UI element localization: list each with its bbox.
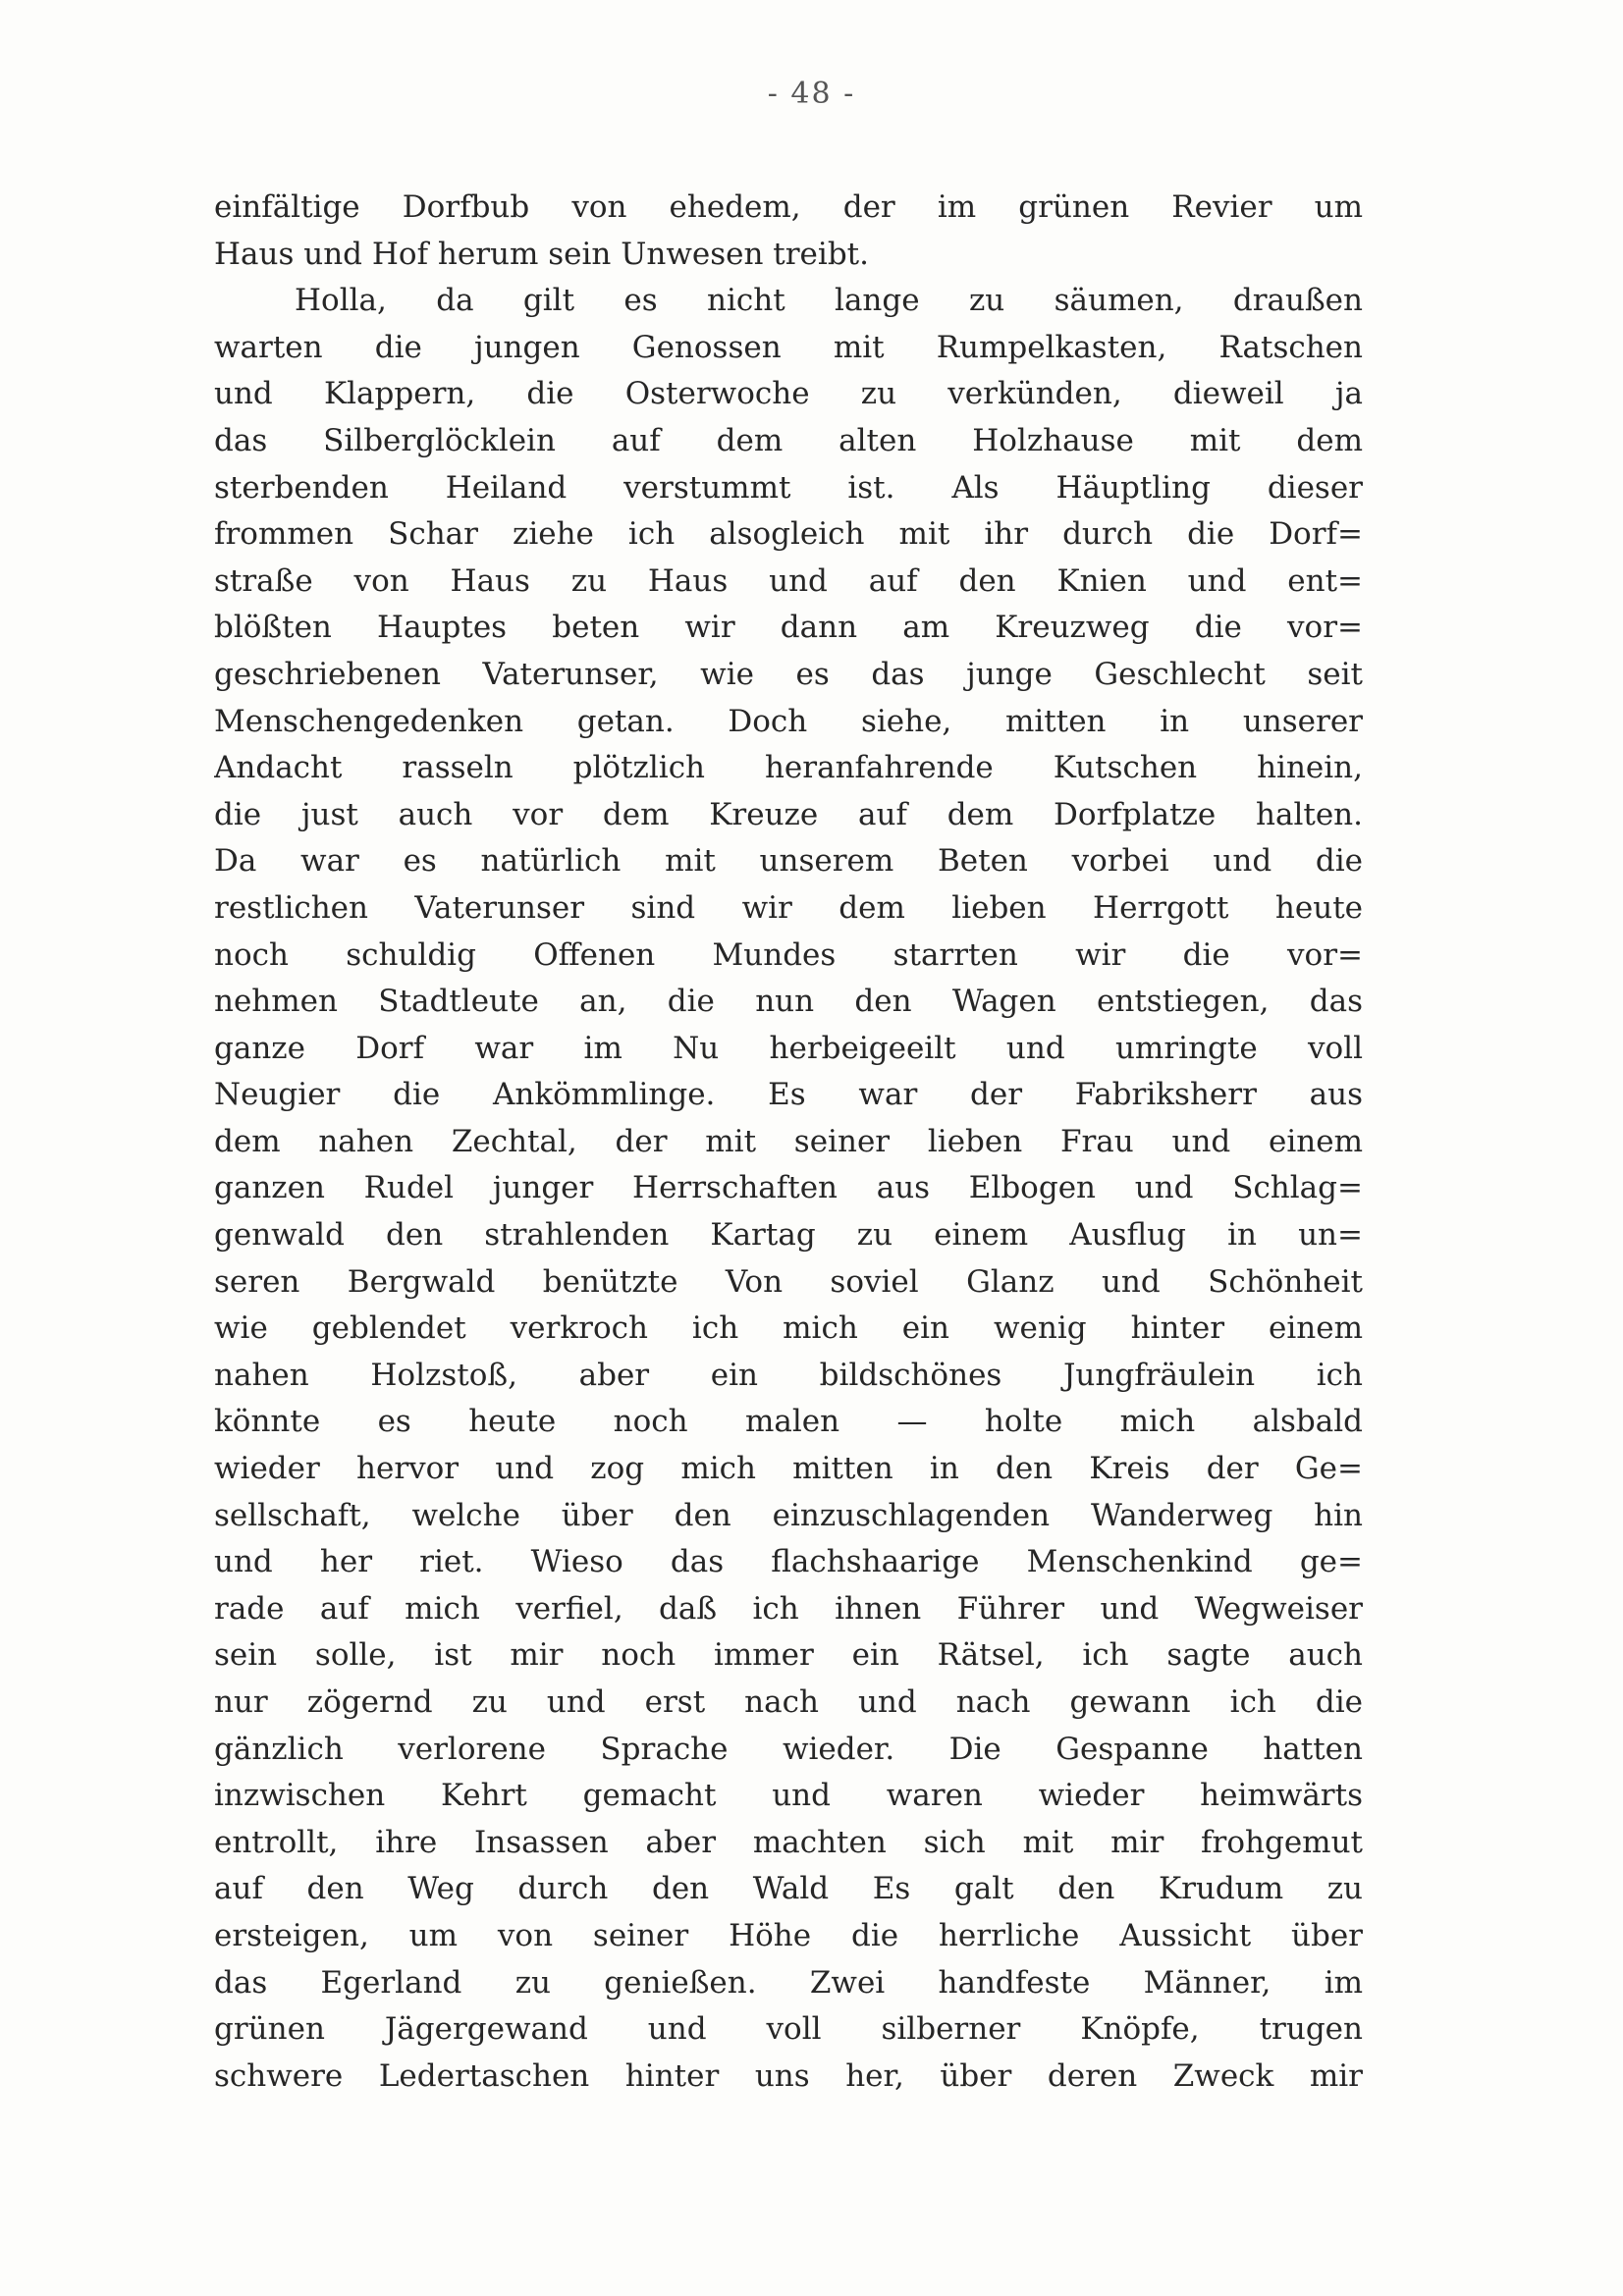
text-line: sterbenden Heiland verstummt ist. Als Häuptling dieser: [214, 469, 1363, 506]
text-line: Da war es natürlich mit unserem Beten vorbei und die: [214, 843, 1363, 880]
text-line: gänzlich verlorene Sprache wieder. Die Gespanne hatten: [214, 1731, 1363, 1767]
text-line: schwere Ledertaschen hinter uns her, über deren Zweck mir: [214, 2057, 1363, 2094]
text-line: nahen Holzstoß, aber ein bildschönes Jungfräulein ich: [214, 1357, 1363, 1393]
text-line: Andacht rasseln plötzlich heranfahrende Kutschen hinein,: [214, 750, 1363, 786]
text-line: ganzen Rudel junger Herrschaften aus Elbogen und Schlag=: [214, 1170, 1363, 1206]
text-line: inzwischen Kehrt gemacht und waren wieder heimwärts: [214, 1778, 1363, 1814]
text-line: das Egerland zu genießen. Zwei handfeste Männer, im: [214, 1964, 1363, 2001]
text-line: blößten Hauptes beten wir dann am Kreuzweg die vor=: [214, 610, 1363, 646]
text-line: wie geblendet verkroch ich mich ein wenig hinter einem: [214, 1310, 1363, 1347]
page-number: - 48 -: [767, 77, 856, 111]
text-line: seren Bergwald benützte Von soviel Glanz und Schönheit: [214, 1263, 1363, 1300]
text-line: ersteigen, um von seiner Höhe die herrliche Aussicht über: [214, 1917, 1363, 1953]
text-line: einfältige Dorfbub von ehedem, der im grünen Revier um: [214, 189, 1363, 225]
text-line: restlichen Vaterunser sind wir dem lieben Herrgott heute: [214, 889, 1363, 926]
text-line: und her riet. Wieso das flachshaarige Menschenkind ge=: [214, 1544, 1363, 1580]
text-line: Holla, da gilt es nicht lange zu säumen, draußen: [295, 283, 1363, 319]
text-line: sellschaft, welche über den einzuschlagenden Wanderweg hin: [214, 1497, 1363, 1533]
text-line: rade auf mich verfiel, daß ich ihnen Führer und Wegweiser: [214, 1590, 1363, 1627]
text-line: auf den Weg durch den Wald Es galt den Krudum zu: [214, 1871, 1363, 1907]
text-line: das Silberglöcklein auf dem alten Holzhause mit dem: [214, 422, 1363, 458]
text-line: entrollt, ihre Insassen aber machten sich mit mir frohgemut: [214, 1824, 1363, 1860]
text-line: ganze Dorf war im Nu herbeigeeilt und umringte voll: [214, 1030, 1363, 1066]
text-line: geschriebenen Vaterunser, wie es das junge Geschlecht seit: [214, 656, 1363, 692]
text-line: dem nahen Zechtal, der mit seiner lieben Frau und einem: [214, 1123, 1363, 1159]
text-line: die just auch vor dem Kreuze auf dem Dorfplatze halten.: [214, 796, 1363, 832]
text-line: straße von Haus zu Haus und auf den Knien und ent=: [214, 562, 1363, 599]
text-line: Menschengedenken getan. Doch siehe, mitten in unserer: [214, 703, 1363, 739]
text-line: grünen Jägergewand und voll silberner Knöpfe, trugen: [214, 2011, 1363, 2048]
text-line: wieder hervor und zog mich mitten in den Kreis der Ge=: [214, 1451, 1363, 1487]
text-line: sein solle, ist mir noch immer ein Rätsel, ich sagte auch: [214, 1637, 1363, 1674]
text-line: nehmen Stadtleute an, die nun den Wagen entstiegen, das: [214, 984, 1363, 1020]
text-line: Neugier die Ankömmlinge. Es war der Fabriksherr aus: [214, 1077, 1363, 1113]
text-line: frommen Schar ziehe ich alsogleich mit ihr durch die Dorf=: [214, 516, 1363, 553]
text-line: könnte es heute noch malen — holte mich alsbald: [214, 1404, 1363, 1440]
text-line: genwald den strahlenden Kartag zu einem Ausflug in un=: [214, 1217, 1363, 1254]
text-line: Haus und Hof herum sein Unwesen treibt.: [214, 236, 869, 272]
text-line: warten die jungen Genossen mit Rumpelkasten, Ratschen: [214, 329, 1363, 365]
body-text: [214, 185, 1363, 2100]
text-line: und Klappern, die Osterwoche zu verkünden, dieweil ja: [214, 376, 1363, 412]
text-line: noch schuldig Offenen Mundes starrten wir die vor=: [214, 936, 1363, 973]
text-line: nur zögernd zu und erst nach und nach gewann ich die: [214, 1684, 1363, 1720]
